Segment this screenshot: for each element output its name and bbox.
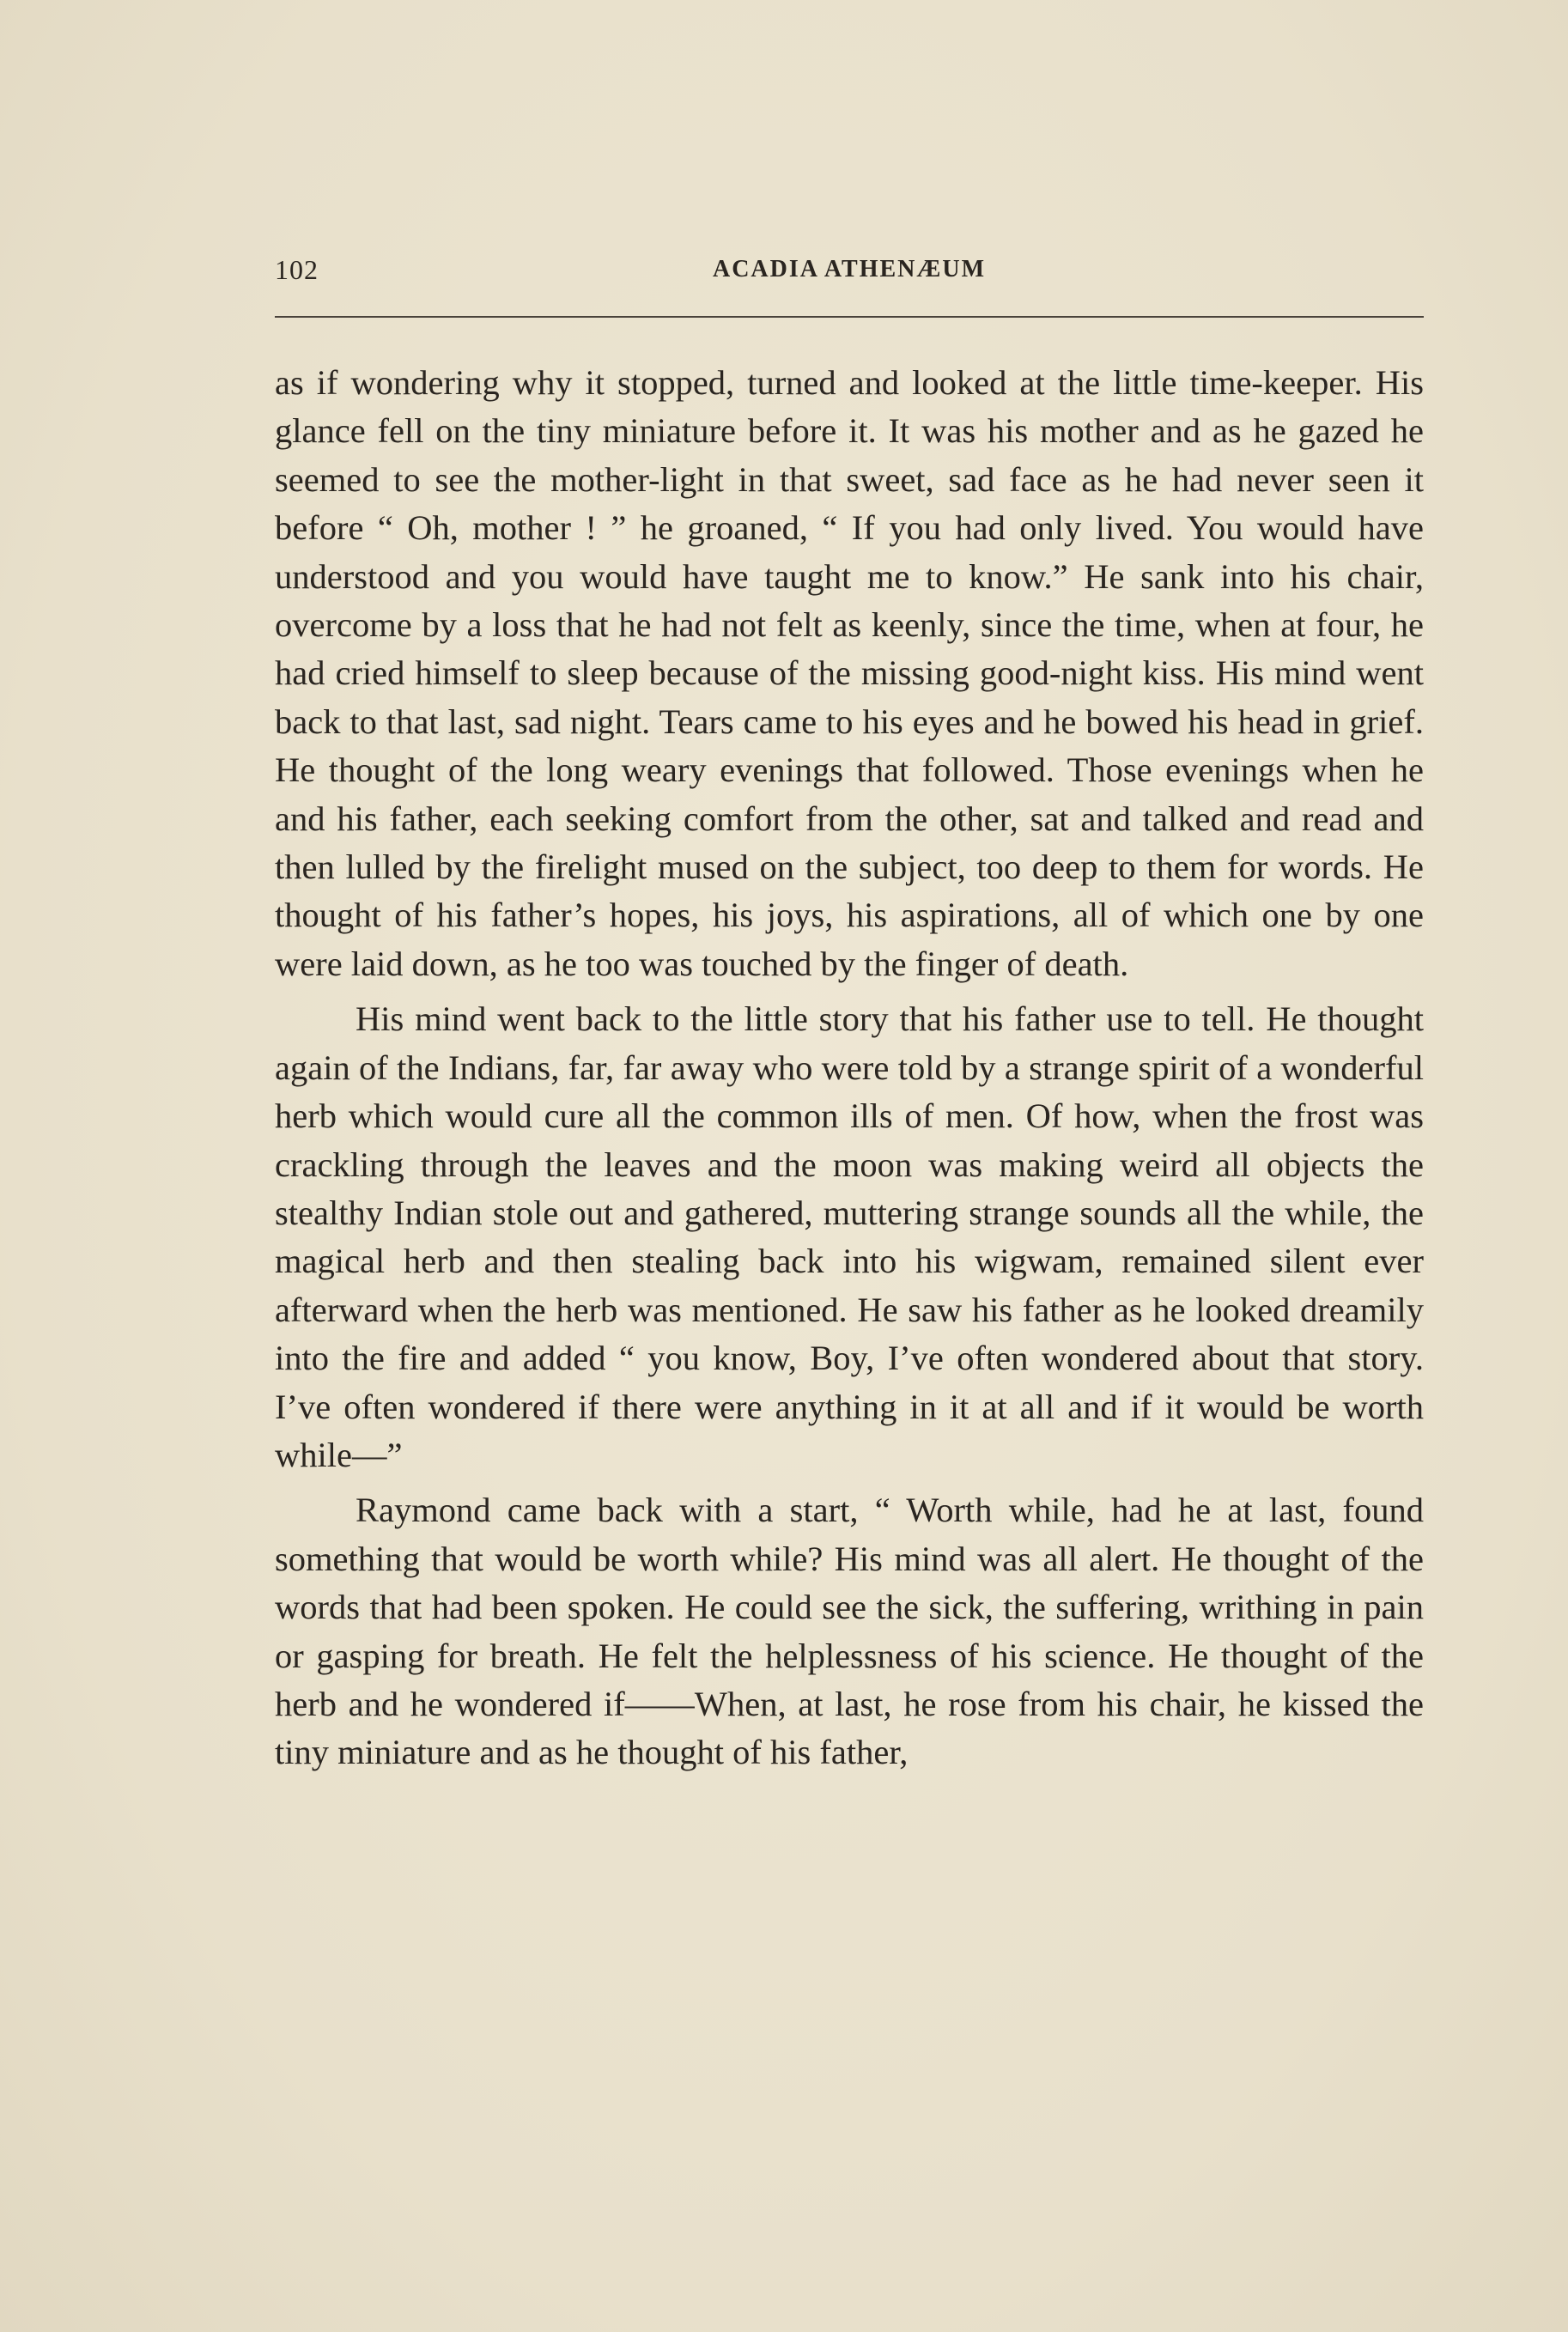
running-head: ACADIA ATHENÆUM bbox=[712, 256, 987, 282]
paragraph-3: Raymond came back with a start, “ Worth while, had he at last, found something that would be worth while? His mind was all alert. He thought of the words that had been spoken. He could see the sick, the suffering, writhing in pain or gasping for breath. He felt the helplessness of his science. He thought of the herb and he wondered if——When, at last, he rose from his chair, he kissed the tiny miniature and as he thought of his father, bbox=[275, 1491, 1424, 1772]
body-text bbox=[275, 359, 1424, 1784]
paragraph-1: as if wondering why it stopped, turned and looked at the little time-keeper. His glance fell on the tiny miniature before it. It was his mother and as he gazed he seemed to see the mother-light in that sweet, sad face as he had never seen it before “ Oh, mother ! ” he groaned, “ If you had only lived. You would have understood and you would have taught me to know.” He sank into his chair, overcome by a loss that he had not felt as keenly, since the time, when at four, he had cried himself to sleep because of the missing good-night kiss. His mind went back to that last, sad night. Tears came to his eyes and he bowed his head in grief. He thought of the long weary evenings that followed. Those evenings when he and his father, each seeking comfort from the other, sat and talked and read and then lulled by the firelight mused on the subject, too deep to them for words. He thought of his father’s hopes, his joys, his aspirations, all of which one by one were laid down, as he too was touched by the finger of death. bbox=[275, 363, 1424, 983]
page-header bbox=[275, 254, 1424, 297]
paragraph-2: His mind went back to the little story that his father use to tell. He thought again of the Indians, far, far away who were told by a strange spirit of a wonderful herb which would cure all the common ills of men. Of how, when the frost was crackling through the leaves and the moon was making weird all objects the stealthy Indian stole out and gathered, muttering strange sounds all the while, the magical herb and then stealing back into his wigwam, remained silent ever afterward when the herb was mentioned. He saw his father as he looked dreamily into the fire and added “ you know, Boy, I’ve often wondered about that story. I’ve often wondered if there were anything in it at all and if it would be worth while—” bbox=[275, 999, 1424, 1474]
page-number: 102 bbox=[275, 254, 319, 285]
header-rule bbox=[275, 316, 1424, 318]
